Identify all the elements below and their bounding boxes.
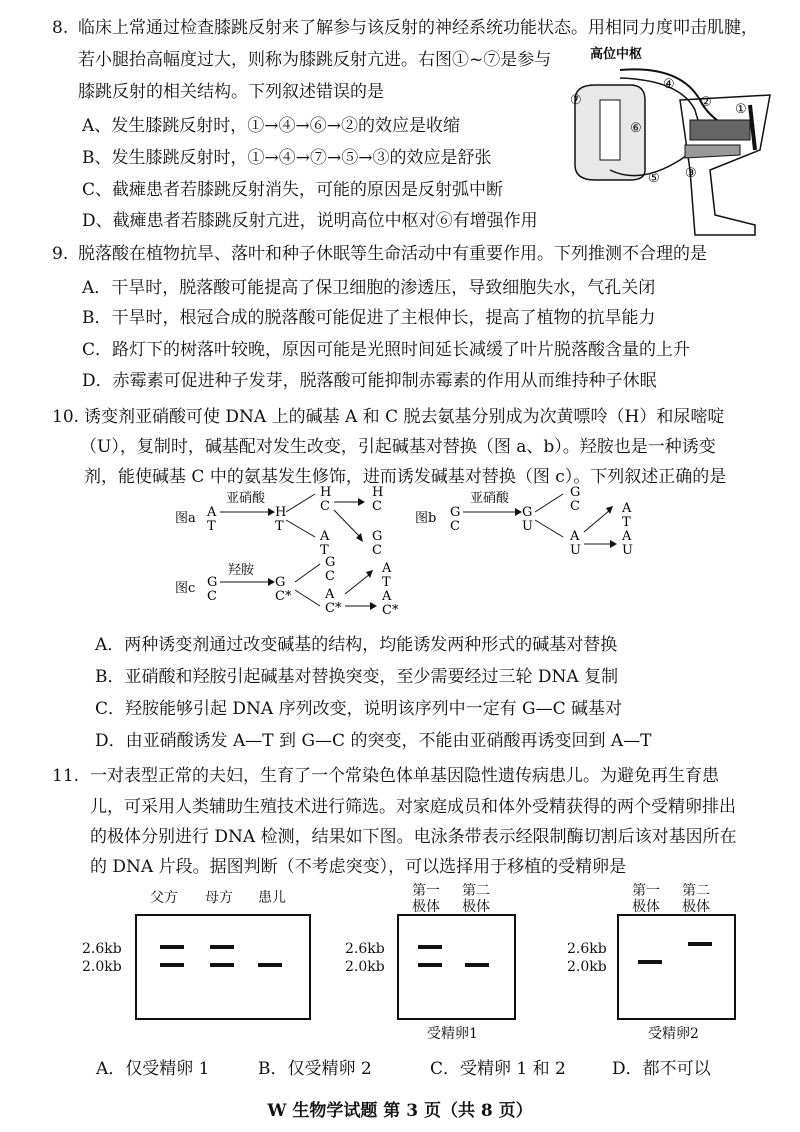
label-5: ⑤ [648, 171, 660, 186]
nitrous-acid-label-a: 亚硝酸 [226, 491, 266, 506]
gel2-size-2-0: 2.0kb [345, 959, 385, 975]
svg-text:H: H [372, 485, 384, 500]
svg-text:H: H [275, 505, 287, 520]
q10-option-c: C．羟胺能够引起 DNA 序列改变，说明该序列中一定有 G—C 碱基对 [95, 699, 622, 719]
gel2-lane1-top: 第一 [412, 883, 440, 899]
gel2-lane1-bottom: 极体 [412, 899, 440, 915]
gel3-band [638, 960, 662, 964]
q11-option-c: C．受精卵 1 和 2 [430, 1059, 566, 1079]
svg-text:U: U [522, 519, 533, 534]
label-1: ① [735, 102, 747, 117]
svg-text:C: C [372, 499, 382, 514]
q10-option-a: A．两种诱变剂通过改变碱基的结构，均能诱发两种形式的碱基对替换 [95, 635, 618, 655]
svg-text:G: G [372, 529, 383, 544]
q9-number: 9. [52, 244, 69, 264]
svg-text:C: C [207, 589, 217, 604]
q10-stem-line-3: 剂，能使碱基 C 中的氨基发生修饰，进而诱发碱基对替换（图 c）。下列叙述正确的是 [84, 467, 727, 487]
q10-option-d: D．由亚硝酸诱发 A—T 到 G—C 的突变，不能由亚硝酸再诱变回到 A—T [95, 731, 652, 751]
gel3-band [688, 942, 712, 946]
gel1-lane-father: 父方 [150, 890, 178, 906]
higher-center-label: 高位中枢 [590, 47, 643, 62]
q11-stem-line-1: 一对表型正常的夫妇，生育了一个常染色体单基因隐性遗传病患儿。为避免再生育患 [90, 766, 719, 786]
gel1-band [160, 945, 184, 949]
gel1-box [135, 914, 311, 1020]
gel3-lane2-top: 第二 [682, 883, 710, 899]
gel2-lane2-bottom: 极体 [462, 899, 490, 915]
q11-option-d: D．都不可以 [612, 1059, 711, 1079]
q11-option-b: B．仅受精卵 2 [258, 1059, 372, 1079]
q10-number: 10. [52, 407, 80, 427]
gel1-size-2-6: 2.6kb [82, 941, 122, 957]
gel1-band [210, 963, 234, 967]
q11-number: 11. [52, 766, 80, 786]
hamstring-muscle [685, 145, 740, 158]
svg-text:G: G [325, 555, 336, 570]
fig-b-label: 图b [415, 511, 437, 526]
q11-option-a: A．仅受精卵 1 [96, 1059, 210, 1079]
q9-stem: 脱落酸在植物抗旱、落叶和种子休眠等生命活动中有重要作用。下列推测不合理的是 [78, 244, 707, 264]
svg-text:A: A [320, 529, 330, 544]
svg-text:A: A [382, 561, 392, 576]
fig-c-label: 图c [175, 581, 196, 596]
base-substitution-figure [150, 482, 670, 622]
label-2: ② [700, 95, 712, 110]
label-6: ⑥ [630, 121, 642, 136]
q11-stem-line-3: 的极体分别进行 DNA 检测，结果如下图。电泳条带表示经限制酶切割后该对基因所在 [90, 827, 737, 847]
gel1-lane-child: 患儿 [258, 890, 286, 906]
hydroxylamine-label: 羟胺 [228, 563, 255, 578]
gel1-band [258, 963, 282, 967]
svg-text:C: C [570, 499, 580, 514]
svg-text:A: A [570, 529, 580, 544]
knee-reflex-figure [560, 40, 780, 240]
svg-text:G: G [275, 575, 286, 590]
svg-text:C: C [450, 519, 460, 534]
svg-text:U: U [570, 543, 581, 558]
gray-matter-shape [600, 100, 620, 160]
gel3-lane1-bottom: 极体 [632, 899, 660, 915]
svg-text:A: A [622, 529, 632, 544]
gel2-size-2-6: 2.6kb [345, 941, 385, 957]
q10-option-b: B．亚硝酸和羟胺引起碱基对替换突变，至少需要经过三轮 DNA 复制 [95, 667, 619, 687]
q9-option-a: A．干旱时，脱落酸可能提高了保卫细胞的渗透压，导致细胞失水，气孔关闭 [82, 278, 656, 298]
svg-text:T: T [382, 575, 391, 590]
svg-text:C: C [325, 569, 335, 584]
svg-text:T: T [622, 515, 631, 530]
gel1-lane-mother: 母方 [205, 890, 233, 906]
svg-text:A: A [622, 501, 632, 516]
gel3-size-2-6: 2.6kb [567, 941, 607, 957]
q11-stem-line-4: 的 DNA 片段。据图判断（不考虑突变），可以选择用于移植的受精卵是 [90, 857, 627, 877]
leg-outline [680, 95, 770, 235]
svg-text:A: A [382, 589, 392, 604]
q8-option-a: A、发生膝跳反射时，①→④→⑥→②的效应是收缩 [82, 116, 461, 136]
tendon [750, 105, 755, 150]
gel1-size-2-0: 2.0kb [82, 959, 122, 975]
q11-stem-line-2: 儿，可采用人类辅助生殖技术进行筛选。对家庭成员和体外受精获得的两个受精卵排出 [90, 797, 736, 817]
page-footer: W 生物学试题 第 3 页（共 8 页） [267, 1101, 533, 1121]
q9-option-d: D．赤霉素可促进种子发芽，脱落酸可能抑制赤霉素的作用从而维持种子休眠 [82, 371, 657, 391]
svg-text:C: C [320, 499, 330, 514]
svg-text:C*: C* [382, 603, 399, 618]
q10-stem-line-1: 诱变剂亚硝酸可使 DNA 上的碱基 A 和 C 脱去氨基分别成为次黄嘌呤（H）和尿嘧啶 [84, 407, 725, 427]
gel1-band [160, 963, 184, 967]
label-3: ③ [685, 166, 697, 181]
q9-option-c: C．路灯下的树落叶较晚，原因可能是光照时间延长减缓了叶片脱落酸含量的上升 [82, 340, 691, 360]
q8-option-b: B、发生膝跳反射时，①→④→⑦→⑤→③的效应是舒张 [82, 148, 492, 168]
gel2-band [418, 963, 442, 967]
svg-text:T: T [275, 519, 284, 534]
gel3-lane1-top: 第一 [632, 883, 660, 899]
q8-stem-line-2: 若小腿抬高幅度过大，则称为膝跳反射亢进。右图①~⑦是参与 [78, 50, 552, 70]
svg-text:C*: C* [325, 601, 342, 616]
gel2-box [397, 914, 516, 1020]
svg-text:A: A [207, 505, 217, 520]
gel1-band [210, 945, 234, 949]
gel2-band [418, 945, 442, 949]
svg-text:G: G [207, 575, 218, 590]
svg-text:T: T [320, 543, 329, 558]
gel3-box [617, 914, 736, 1020]
nitrous-acid-label-b: 亚硝酸 [470, 491, 510, 506]
label-7: ⑦ [570, 93, 582, 108]
q9-option-b: B．干旱时，根冠合成的脱落酸可能促进了主根伸长，提高了植物的抗旱能力 [82, 308, 656, 328]
fig-a-label: 图a [175, 511, 196, 526]
gel2-caption: 受精卵1 [427, 1026, 478, 1042]
q8-option-c: C、截瘫患者若膝跳反射消失，可能的原因是反射弧中断 [82, 180, 504, 200]
q8-stem-line-1: 临床上常通过检查膝跳反射来了解参与该反射的神经系统功能状态。用相同力度叩击肌腱， [78, 18, 758, 38]
svg-text:G: G [450, 505, 461, 520]
gel3-lane2-bottom: 极体 [682, 899, 710, 915]
label-4: ④ [663, 77, 675, 92]
quadriceps-muscle [690, 120, 750, 140]
svg-text:G: G [522, 505, 533, 520]
q8-option-d: D、截瘫患者若膝跳反射亢进，说明高位中枢对⑥有增强作用 [82, 211, 538, 231]
svg-text:C*: C* [275, 589, 292, 604]
gel2-band [465, 963, 489, 967]
q10-stem-line-2: （U），复制时，碱基配对发生改变，引起碱基对替换（图 a、b）。羟胺也是一种诱变 [80, 437, 716, 457]
svg-text:C: C [372, 543, 382, 558]
svg-text:H: H [320, 485, 332, 500]
q8-number: 8. [52, 18, 69, 38]
gel3-caption: 受精卵2 [648, 1026, 699, 1042]
q8-stem-line-3: 膝跳反射的相关结构。下列叙述错误的是 [78, 82, 384, 102]
svg-text:T: T [207, 519, 216, 534]
gel3-size-2-0: 2.0kb [567, 959, 607, 975]
gel2-lane2-top: 第二 [462, 883, 490, 899]
svg-text:U: U [622, 543, 633, 558]
svg-text:G: G [570, 485, 581, 500]
svg-text:A: A [325, 587, 335, 602]
